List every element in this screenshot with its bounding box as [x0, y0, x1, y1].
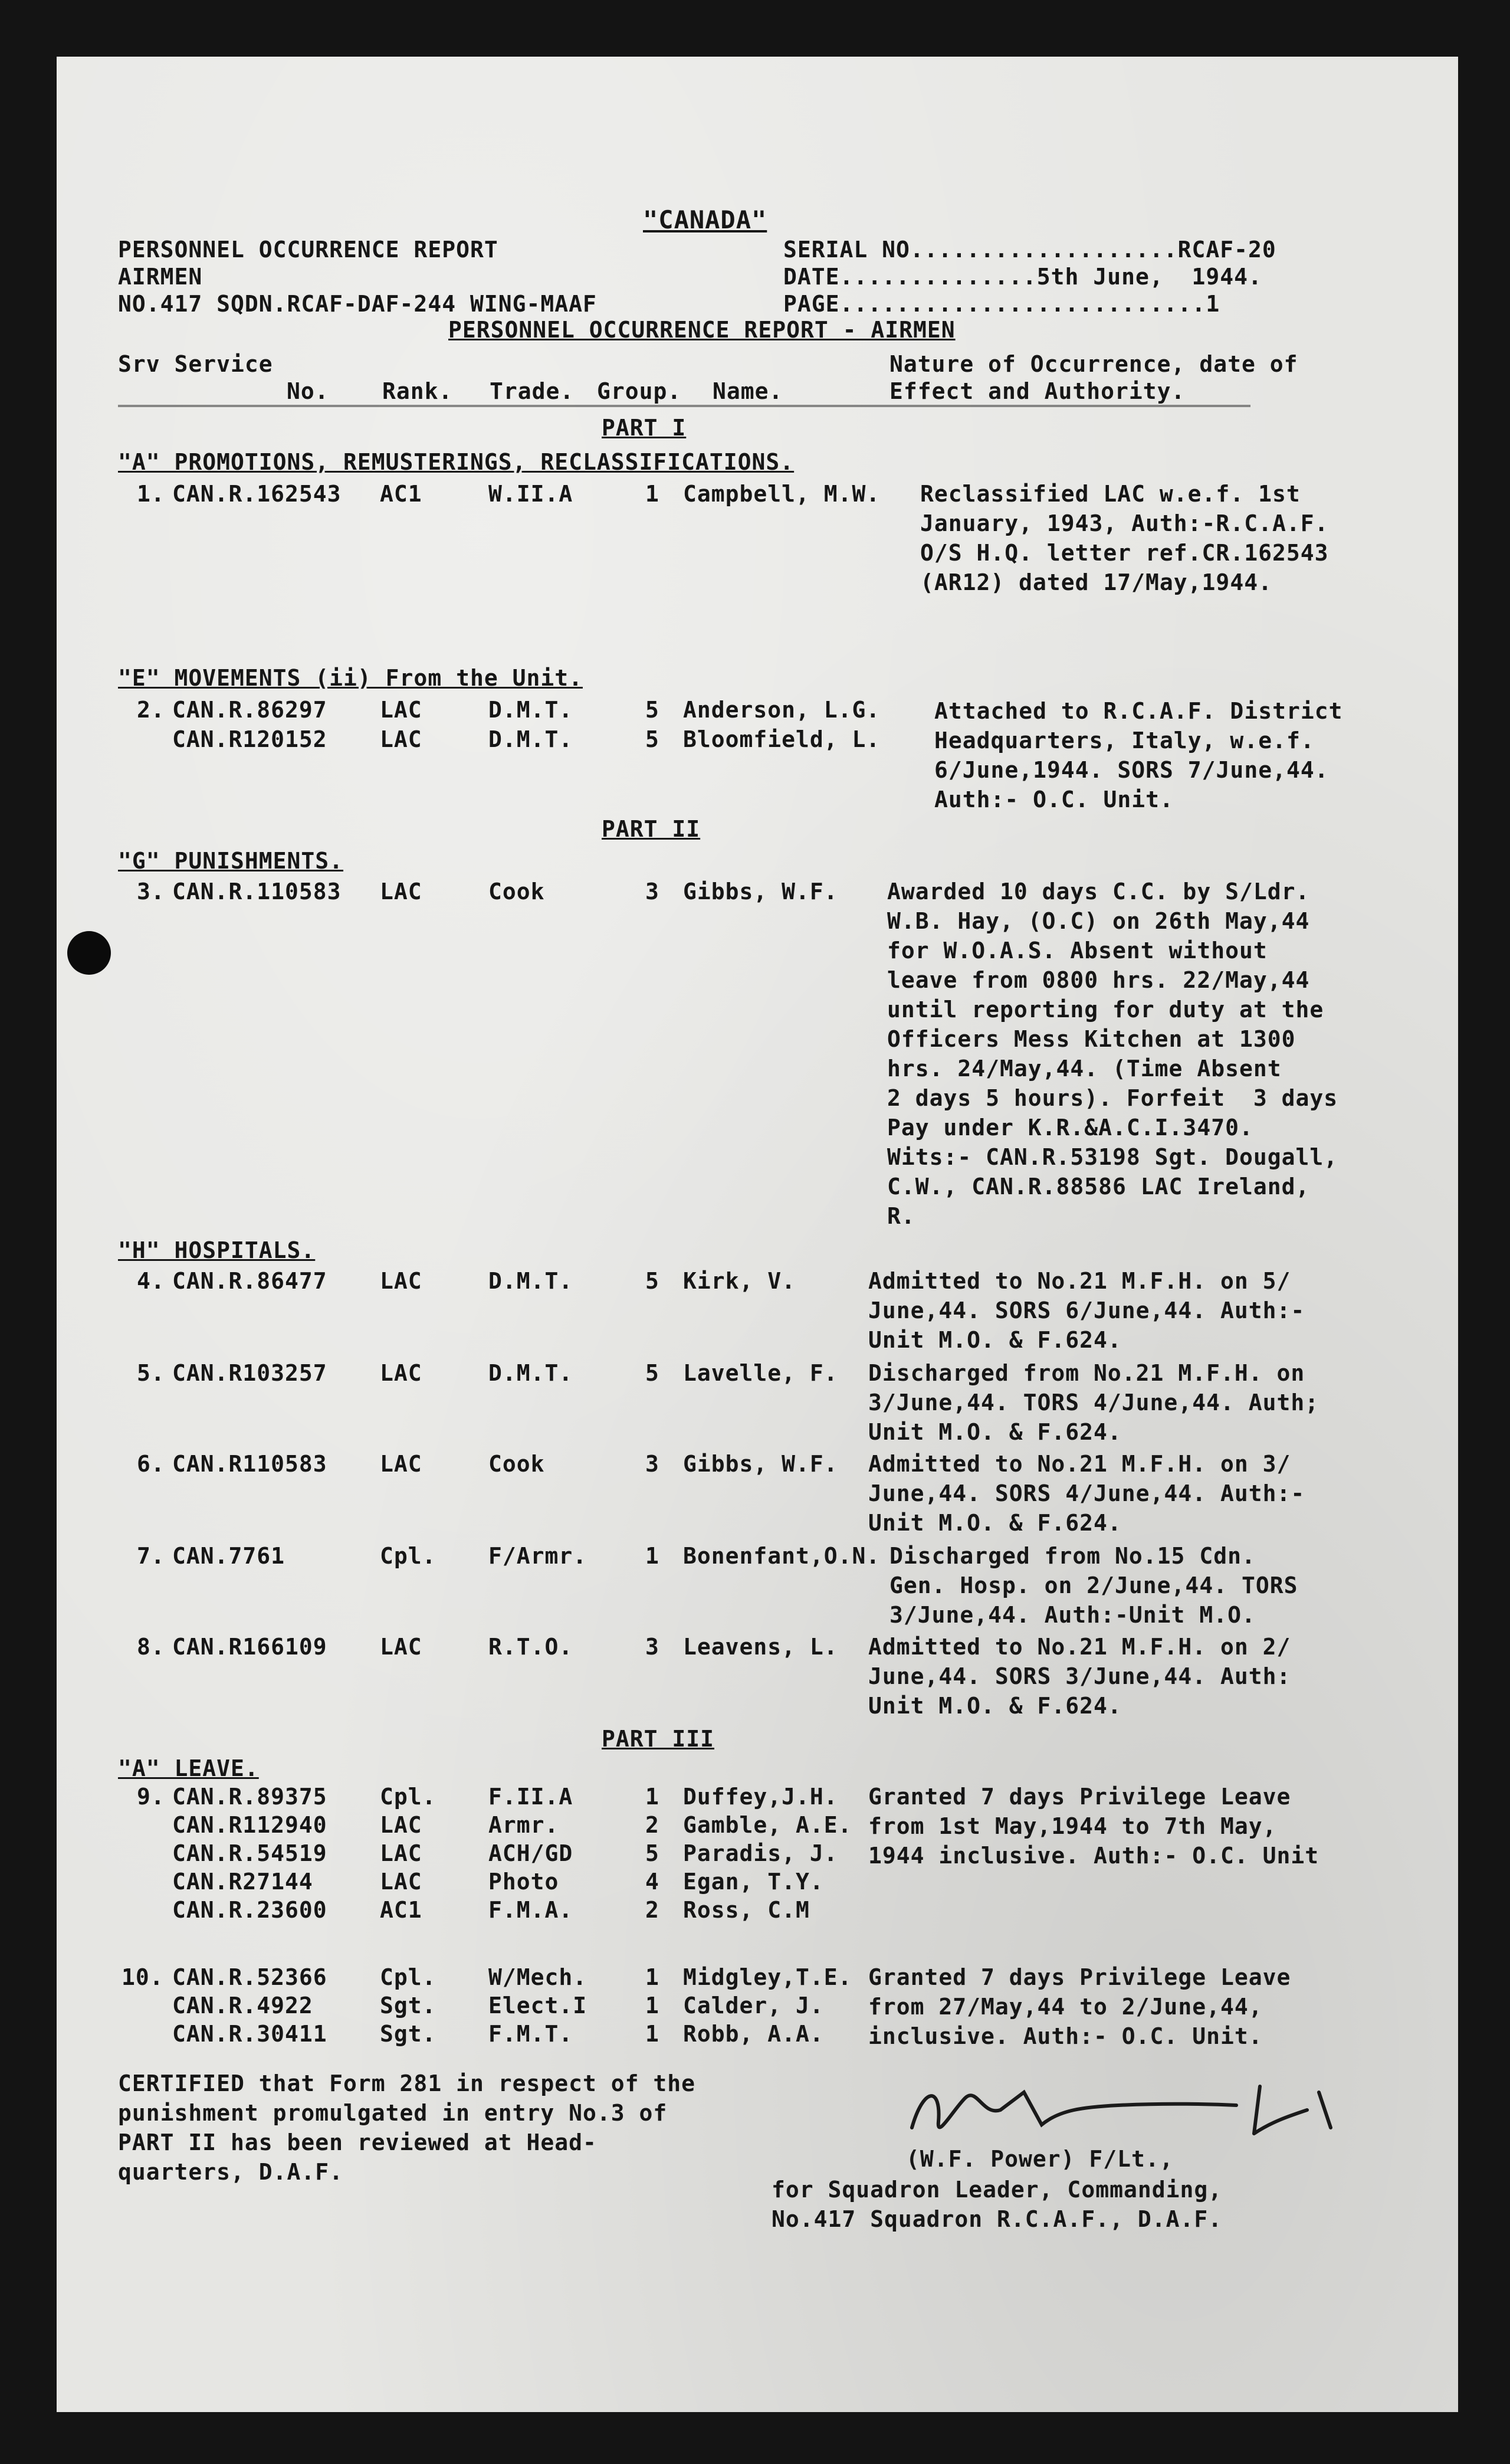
airman-name: Anderson, L.G. [683, 697, 881, 723]
occurrence-text: Admitted to No.21 M.F.H. on 5/ June,44. SORS 6/June,44. Auth:- Unit M.O. & F.624. [868, 1268, 1305, 1353]
airman-name: Kirk, V. [683, 1268, 796, 1294]
column-header-trade: Trade. [490, 378, 575, 404]
airman-name: Lavelle, F. [683, 1360, 838, 1386]
airman-name: Gamble, A.E. [683, 1812, 852, 1838]
group: 1 [645, 481, 659, 507]
column-header-rank: Rank. [382, 378, 453, 404]
service-number: CAN.R112940 [172, 1812, 327, 1838]
occurrence-text: Admitted to No.21 M.F.H. on 3/ June,44. SORS 4/June,44. Auth:- Unit M.O. & F.624. [868, 1451, 1305, 1536]
page-number: PAGE..........................1 [783, 291, 1220, 317]
trade: D.M.T. [488, 1360, 573, 1386]
service-number: CAN.R.4922 [172, 1993, 313, 2019]
rank: LAC [380, 1812, 422, 1838]
group: 1 [645, 1993, 659, 2019]
airman-name: Leavens, L. [683, 1634, 838, 1660]
rank: LAC [380, 726, 422, 752]
rank: Sgt. [380, 1993, 436, 2019]
airman-name: Bloomfield, L. [683, 726, 881, 752]
airman-name: Midgley,T.E. [683, 1964, 852, 1990]
airman-name: Gibbs, W.F. [683, 879, 838, 905]
report-banner: PERSONNEL OCCURRENCE REPORT - AIRMEN [448, 317, 956, 343]
group: 5 [645, 1360, 659, 1386]
part-three-heading: PART III [602, 1726, 715, 1752]
trade: R.T.O. [488, 1634, 573, 1660]
entry-number: 8. [137, 1634, 165, 1660]
entry-number: 6. [137, 1451, 165, 1477]
column-header-service: Srv Service [118, 351, 273, 377]
service-number: CAN.R166109 [172, 1634, 327, 1660]
occurrence-text: Awarded 10 days C.C. by S/Ldr. W.B. Hay, (O.C) on 26th May,44 for W.O.A.S. Absent without leave from 0800 hrs. 22/May,44 until reporting for duty at the Officers Mess Kitchen at 1300 hrs. 24/May,44. (Time Absent 2 days 5 hours). Forfeit 3 days Pay under K.R.&A.C.I.3470. Wits:- CAN.R.53198 Sgt. Dougall, C.W., CAN.R.88586 LAC Ireland, R. [887, 879, 1338, 1229]
airman-name: Gibbs, W.F. [683, 1451, 838, 1477]
rank: LAC [380, 1840, 422, 1866]
entry-number: 1. [137, 481, 165, 507]
rank: AC1 [380, 481, 422, 507]
trade: D.M.T. [488, 697, 573, 723]
rank: Cpl. [380, 1543, 436, 1569]
trade: Cook [488, 879, 545, 905]
group: 1 [645, 1784, 659, 1810]
signatory-name: (W.F. Power) F/Lt., [906, 2146, 1174, 2172]
serial-number: SERIAL NO...................RCAF-20 [783, 237, 1276, 263]
trade: W.II.A [488, 481, 573, 507]
group: 4 [645, 1869, 659, 1895]
service-number: CAN.R.23600 [172, 1897, 327, 1923]
part-two-heading: PART II [602, 816, 701, 842]
rank: AC1 [380, 1897, 422, 1923]
trade: Armr. [488, 1812, 559, 1838]
trade: Elect.I [488, 1993, 587, 2019]
airman-name: Egan, T.Y. [683, 1869, 824, 1895]
certification-statement: CERTIFIED that Form 281 in respect of the punishment promulgated in entry No.3 of PART II has been reviewed at Head- quarters, D.A.F. [118, 2070, 695, 2185]
group: 3 [645, 879, 659, 905]
service-number: CAN.R.52366 [172, 1964, 327, 1990]
airman-name: Campbell, M.W. [683, 481, 881, 507]
trade: D.M.T. [488, 1268, 573, 1294]
unit-designation: NO.417 SQDN.RCAF-DAF-244 WING-MAAF [118, 291, 597, 317]
trade: ACH/GD [488, 1840, 573, 1866]
rank: LAC [380, 1869, 422, 1895]
rank: LAC [380, 1634, 422, 1660]
group: 5 [645, 697, 659, 723]
service-number: CAN.R120152 [172, 726, 327, 752]
service-number: CAN.R110583 [172, 1451, 327, 1477]
rank: LAC [380, 1360, 422, 1386]
punch-hole [67, 931, 111, 975]
occurrence-text: Granted 7 days Privilege Leave from 27/May,44 to 2/June,44, inclusive. Auth:- O.C. Unit. [868, 1964, 1291, 2049]
report-date: DATE..............5th June, 1944. [783, 264, 1262, 290]
rank: LAC [380, 879, 422, 905]
report-category: AIRMEN [118, 264, 203, 290]
trade: D.M.T. [488, 726, 573, 752]
rank: Cpl. [380, 1964, 436, 1990]
section-leave-heading: "A" LEAVE. [118, 1755, 259, 1781]
trade: W/Mech. [488, 1964, 587, 1990]
occurrence-text: Discharged from No.21 M.F.H. on 3/June,44. TORS 4/June,44. Auth; Unit M.O. & F.624. [868, 1360, 1319, 1445]
entry-number: 9. [137, 1784, 165, 1810]
airman-name: Calder, J. [683, 1993, 824, 2019]
service-number: CAN.R.110583 [172, 879, 342, 905]
section-movements-heading: "E" MOVEMENTS (ii) From the Unit. [118, 665, 583, 691]
service-number: CAN.R.89375 [172, 1784, 327, 1810]
rank: LAC [380, 697, 422, 723]
airman-name: Robb, A.A. [683, 2021, 824, 2047]
column-header-number: No. [287, 378, 329, 404]
country-heading: "CANADA" [643, 205, 767, 234]
service-number: CAN.R.86477 [172, 1268, 327, 1294]
service-number: CAN.R.86297 [172, 697, 327, 723]
airman-name: Ross, C.M [683, 1897, 810, 1923]
signatory-for-line: for Squadron Leader, Commanding, [772, 2177, 1223, 2203]
trade: F.II.A [488, 1784, 573, 1810]
occurrence-text: Reclassified LAC w.e.f. 1st January, 1943, Auth:-R.C.A.F. O/S H.Q. letter ref.CR.162543 (AR12) dated 17/May,1944. [920, 481, 1329, 595]
airman-name: Bonenfant,O.N. [683, 1543, 881, 1569]
rank: Sgt. [380, 2021, 436, 2047]
occurrence-text: Discharged from No.15 Cdn. Gen. Hosp. on 2/June,44. TORS 3/June,44. Auth:-Unit M.O. [889, 1543, 1298, 1628]
service-number: CAN.R103257 [172, 1360, 327, 1386]
column-header-effect: Effect and Authority. [889, 378, 1186, 404]
group: 1 [645, 1543, 659, 1569]
rank: Cpl. [380, 1784, 436, 1810]
service-number: CAN.R27144 [172, 1869, 313, 1895]
section-punishments-heading: "G" PUNISHMENTS. [118, 848, 344, 874]
section-promotions-heading: "A" PROMOTIONS, REMUSTERINGS, RECLASSIFICATIONS. [118, 449, 795, 475]
service-number: CAN.R.54519 [172, 1840, 327, 1866]
occurrence-text: Attached to R.C.A.F. District Headquarters, Italy, w.e.f. 6/June,1944. SORS 7/June,44. Auth:- O.C. Unit. [934, 698, 1343, 812]
trade: F.M.A. [488, 1897, 573, 1923]
trade: Photo [488, 1869, 559, 1895]
entry-number: 3. [137, 879, 165, 905]
part-one-heading: PART I [602, 415, 687, 441]
column-header-nature: Nature of Occurrence, date of [889, 351, 1298, 377]
signatory-squadron: No.417 Squadron R.C.A.F., D.A.F. [772, 2206, 1223, 2232]
group: 1 [645, 2021, 659, 2047]
entry-number: 10. [122, 1964, 164, 1990]
service-number: CAN.7761 [172, 1543, 285, 1569]
rank: LAC [380, 1451, 422, 1477]
service-number: CAN.R.162543 [172, 481, 342, 507]
entry-number: 7. [137, 1543, 165, 1569]
trade: Cook [488, 1451, 545, 1477]
document-sheet [57, 57, 1458, 2412]
entry-number: 2. [137, 697, 165, 723]
entry-number: 5. [137, 1360, 165, 1386]
entry-number: 4. [137, 1268, 165, 1294]
group: 5 [645, 1268, 659, 1294]
report-title: PERSONNEL OCCURRENCE REPORT [118, 237, 498, 263]
handwritten-signature [906, 2075, 1390, 2151]
airman-name: Duffey,J.H. [683, 1784, 838, 1810]
group: 2 [645, 1812, 659, 1838]
occurrence-text: Admitted to No.21 M.F.H. on 2/ June,44. SORS 3/June,44. Auth: Unit M.O. & F.624. [868, 1634, 1291, 1719]
occurrence-text: Granted 7 days Privilege Leave from 1st May,1944 to 7th May, 1944 inclusive. Auth:- O.C. Unit [868, 1784, 1319, 1869]
group: 2 [645, 1897, 659, 1923]
group: 1 [645, 1964, 659, 1990]
trade: F.M.T. [488, 2021, 573, 2047]
trade: F/Armr. [488, 1543, 587, 1569]
group: 5 [645, 726, 659, 752]
column-header-group: Group. [597, 378, 682, 404]
group: 5 [645, 1840, 659, 1866]
rank: LAC [380, 1268, 422, 1294]
group: 3 [645, 1451, 659, 1477]
section-hospitals-heading: "H" HOSPITALS. [118, 1237, 316, 1263]
header-divider [118, 405, 1250, 407]
group: 3 [645, 1634, 659, 1660]
service-number: CAN.R.30411 [172, 2021, 327, 2047]
airman-name: Paradis, J. [683, 1840, 838, 1866]
column-header-name: Name. [713, 378, 783, 404]
